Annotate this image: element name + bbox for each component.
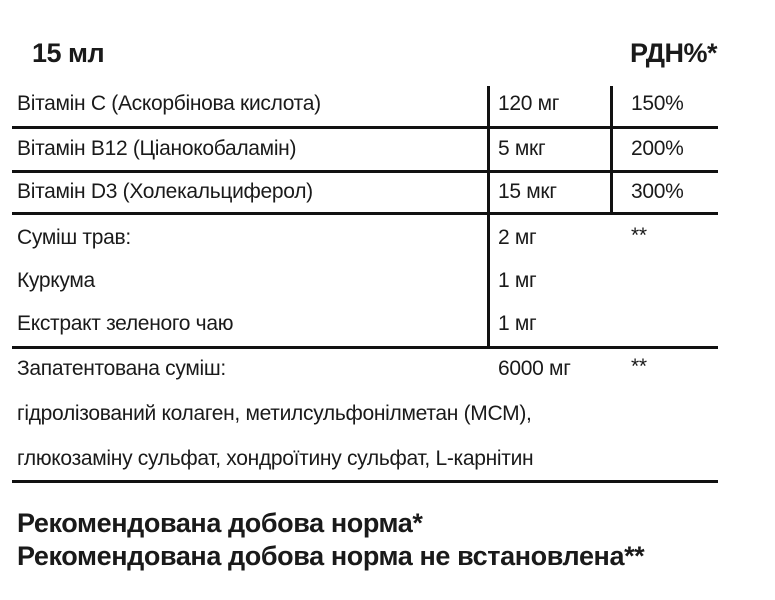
row-divider xyxy=(12,212,718,215)
footnote-dv: Рекомендована добова норма* xyxy=(17,508,423,538)
vitamin-b12-amount: 5 мкг xyxy=(498,137,546,160)
patented-blend-amount: 6000 мг xyxy=(498,357,571,380)
turmeric-name: Куркума xyxy=(17,269,95,292)
green-tea-extract-amount: 1 мг xyxy=(498,312,537,335)
herb-mix-title: Суміш трав: xyxy=(17,226,131,249)
vitamin-c-name: Вітамін С (Аскорбінова кислота) xyxy=(17,92,321,115)
row-divider xyxy=(12,346,718,349)
dv-column-divider xyxy=(610,86,613,214)
vitamin-c-amount: 120 мг xyxy=(498,92,560,115)
vitamin-b12-name: Вітамін В12 (Ціанокобаламін) xyxy=(17,137,297,160)
row-divider xyxy=(12,170,718,173)
herb-mix-dv: ** xyxy=(631,224,647,247)
green-tea-extract-name: Екстракт зеленого чаю xyxy=(17,312,234,335)
vitamin-b12-dv: 200% xyxy=(631,137,684,160)
footnote-dv-not-set: Рекомендована добова норма не встановлена** xyxy=(17,541,645,571)
patented-blend-dv: ** xyxy=(631,355,647,378)
vitamin-c-dv: 150% xyxy=(631,92,684,115)
patented-blend-line-2: глюкозаміну сульфат, хондроїтину сульфат, L-карнітин xyxy=(17,447,534,470)
daily-value-header: РДН%* xyxy=(630,38,718,68)
vitamin-d3-amount: 15 мкг xyxy=(498,180,557,203)
vitamin-d3-name: Вітамін D3 (Холекальциферол) xyxy=(17,180,313,203)
herb-mix-amount: 2 мг xyxy=(498,226,537,249)
vitamin-d3-dv: 300% xyxy=(631,180,684,203)
serving-size-label: 15 мл xyxy=(32,38,105,68)
patented-blend-line-1: гідролізований колаген, метилсульфонілметан (МСМ), xyxy=(17,402,532,425)
patented-blend-title: Запатентована суміш: xyxy=(17,357,226,380)
row-divider xyxy=(12,126,718,129)
table-bottom-rule xyxy=(12,480,718,483)
turmeric-amount: 1 мг xyxy=(498,269,537,292)
